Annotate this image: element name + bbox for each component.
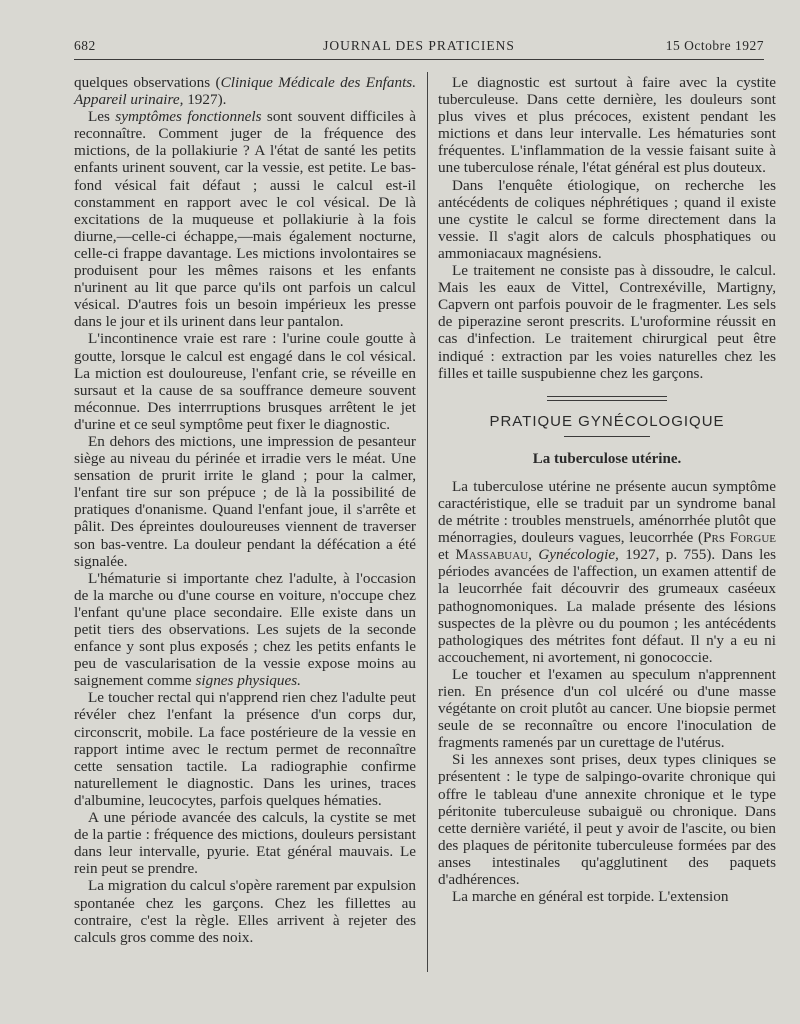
- paragraph: [74, 108, 416, 330]
- text-run: sont souvent difficiles à reconnaître. Comment juger de la fréquence des mictions, de la pollakiurie ? A l'état de santé les petits enfants urinent souvent, car la vessie, est petite. Le bas-fond vésical fait défaut ; aussi le calcul est-il constamment en rapport avec le col vésical. De là excitations de la muqueuse et pollakiurie à la fois diurne,—celle-ci échappe,—mais également nocturne, celle-ci frappe davantage. Les mictions involontaires se produisent pour les mêmes raisons et les enfants n'urinent au lit que parce qu'ils ont parfois un calcul vésical. D'autres fois un besoin impérieux les presse dans le jour et ils urinent dans leur pantalon.: [74, 108, 416, 331]
- left-column: [74, 74, 416, 946]
- italic-term: signes physiques.: [195, 672, 301, 690]
- text-run: et: [438, 546, 456, 564]
- paragraph: Dans l'enquête étiologique, on recherche les antécédents de coliques néphrétiques ; quand il existe une cystite le calcul se forme directement dans la vessie. Il s'agit alors de calculs phosphatiques ou ammoniacaux magnésiens.: [438, 176, 776, 262]
- paragraph: [438, 478, 776, 666]
- text-run: La tuberculose utérine ne présente aucun symptôme caractéristique, elle se traduit par un syndrome banal de métrite : troubles menstruels, aménorrhée plutôt que ménorragies, douleurs vagues, leucorrhée (: [438, 477, 776, 547]
- paragraph: La migration du calcul s'opère rarement par expulsion spontanée chez les garçons. Chez les fillettes au contraire, c'est la règle. Elles arrivent à rejeter des calculs gros comme des noix.: [74, 877, 416, 946]
- paragraph: Si les annexes sont prises, deux types cliniques se présentent : le type de salpingo-ovarite chronique qui offre le tableau d'une annexite chronique et le type péritonite tuberculeuse subaiguë ou chronique. Dans cette dernière variété, il peut y avoir de l'ascite, ou bien des plaques de péritonite tuberculeuse formées par des anses intestinales qu'agglutinent des paquets d'adhérences.: [438, 751, 776, 889]
- paragraph: En dehors des mictions, une impression de pesanteur siège au niveau du périnée et irradie vers le méat. Une sensation de prurit irrite le gland ; pour la calmer, l'enfant tire sur son prépuce ; de là la possibilité de pratiques d'onanisme. Quand l'enfant joue, il s'arrête et pâlit. Des épreintes douloureuses viennent de traverser son bas-ventre. La douleur pendant la défécation a été signalée.: [74, 432, 416, 570]
- text-run: ,: [528, 546, 539, 564]
- title-underline: [564, 436, 650, 437]
- page-number: 682: [74, 38, 96, 53]
- paragraph: [74, 570, 416, 690]
- journal-title: JOURNAL DES PRATICIENS: [323, 38, 515, 53]
- text-run: 1927, p. 755). Dans les périodes avancées de l'affection, un examen attentif de la leucorrhée fait découvrir des grumeaux caséeux pathognomoniques. La malade présente des lésions suspectes de la plèvre ou du poumon ; les antécédents pathologiques des métrites font défaut. Il n'y a eu ni accouchement, ni avortement, ni gonococcie.: [438, 546, 776, 666]
- paragraph: Le toucher rectal qui n'apprend rien chez l'adulte peut révéler chez l'enfant la présence d'un corps dur, circonscrit, mobile. La face postérieure de la vessie en rapport intime avec le rectum permet de reconnaître cette sensation tactile. La radiographie confirme naturellement le diagnostic. Dans les urines, traces d'albumine, leucocytes, parfois quelques hématies.: [74, 689, 416, 809]
- text-run: quelques observations (: [74, 74, 221, 91]
- text-run: L'hématurie si importante chez l'adulte, à l'occasion de la marche ou d'une course en voiture, n'occupe chez l'enfant qu'une place secondaire. Elle existe dans un petit tiers des observations. Les sujets de la seconde enfance y sont plus exposés ; chez les petits enfants le peu de vascularisation de la vessie expose moins au saignement comme: [74, 569, 416, 690]
- paragraph: A une période avancée des calculs, la cystite se met de la partie : fréquence des mictions, douleurs persistant dans leur intervalle, pyurie. Etat général mauvais. Le rein peut se prendre.: [74, 809, 416, 878]
- paragraph: L'incontinence vraie est rare : l'urine coule goutte à goutte, lorsque le calcul est engagé dans le col vésical. La miction est douloureuse, l'enfant crie, se réveille en sursaut et la cause de sa souffrance demeure souvent méconnue. Des interrruptions brusques arrêtent le jet d'urine et ce seul symptôme peut fixer le diagnostic.: [74, 330, 416, 433]
- right-column: [438, 74, 776, 905]
- running-header: [74, 38, 764, 58]
- italic-term: symptômes fonctionnels: [115, 108, 262, 126]
- section-title: PRATIQUE GYNÉCOLOGIQUE: [489, 412, 725, 430]
- paragraph: Le diagnostic est surtout à faire avec la cystite tuberculeuse. Dans cette dernière, les douleurs sont plus vives et plus précoces, existent pendant les mictions et dans leur intervalle. Les hématuries sont fréquentes. L'inflammation de la vessie faisant suite à une tuberculose rénale, l'état général est plus douteux.: [438, 74, 776, 177]
- text-run: Les: [88, 108, 116, 126]
- paragraph: Le traitement ne consiste pas à dissoudre, le calcul. Mais les eaux de Vittel, Contrexéville, Martigny, Capvern ont parfois pouvoir de le fragmenter. Les sels de piperazine seront prescrits. L'uroformine réussit en cas d'infection. Le traitement chirurgical peut être indiqué : extraction par les voies naturelles chez les filles et taille suspubienne chez les garçons.: [438, 262, 776, 382]
- paragraph: La marche en général est torpide. L'extension: [452, 888, 729, 906]
- author-name: Massabuau: [455, 546, 529, 564]
- text-run: 1927).: [183, 91, 227, 109]
- section-separator: [547, 396, 667, 401]
- issue-date: 15 Octobre 1927: [665, 38, 764, 53]
- citation-title: Gynécologie,: [538, 546, 619, 564]
- author-prefix: Prs: [703, 529, 725, 547]
- header-rule: [74, 59, 764, 60]
- citation-title: Clinique Médicale des Enfants. Appareil urinaire,: [74, 74, 417, 109]
- author-name: Forgue: [724, 529, 776, 547]
- column-divider: [427, 72, 428, 972]
- paragraph: Le toucher et l'examen au speculum n'apprennent rien. En présence d'un col ulcéré ou d'une masse végétante on croit plutôt au cancer. Une biopsie permet seule de se reconnaître ou encore l'inoculation de fragments ramenés par un curettage de l'utérus.: [438, 665, 776, 752]
- article-heading: La tuberculose utérine.: [532, 450, 682, 467]
- paragraph: [74, 74, 416, 108]
